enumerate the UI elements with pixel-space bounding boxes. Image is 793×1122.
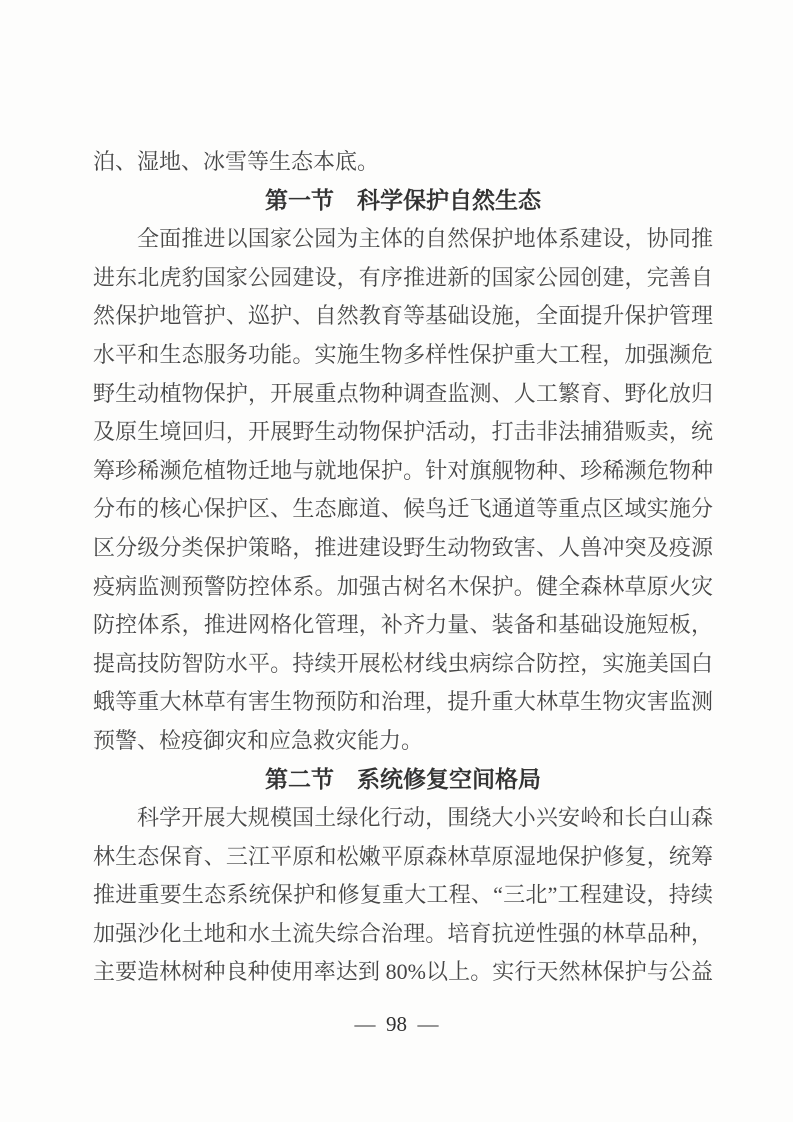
section-1-heading: 第一节 科学保护自然生态: [265, 187, 541, 213]
paragraph-line: 筹珍稀濒危植物迁地与就地保护。针对旗舰物种、珍稀濒危物种: [93, 457, 713, 483]
section-2-heading: 第二节 系统修复空间格局: [265, 766, 541, 792]
paragraph-line: 推进重要生态系统保护和修复重大工程、“三北”工程建设，持续: [93, 882, 713, 908]
continuation-text-line: 泊、湿地、冰雪等生态本底。: [93, 149, 380, 174]
paragraph-line: 加强沙化土地和水土流失综合治理。培育抗逆性强的林草品种，: [93, 920, 713, 946]
paragraph-line: 区分级分类保护策略，推进建设野生动物致害、人兽冲突及疫源: [93, 534, 713, 560]
section-2-paragraph: [93, 799, 713, 992]
paragraph-line: 野生动植物保护，开展重点物种调查监测、人工繁育、野化放归: [93, 380, 713, 406]
paragraph-line: 提高技防智防水平。持续开展松材线虫病综合防控，实施美国白: [93, 650, 713, 676]
paragraph-line: 疫病监测预警防控体系。加强古树名木保护。健全森林草原火灾: [93, 573, 713, 599]
paragraph-line: 全面推进以国家公园为主体的自然保护地体系建设，协同推: [137, 226, 713, 252]
paragraph-line: 林生态保育、三江平原和松嫩平原森林草原湿地保护修复，统筹: [93, 843, 713, 869]
paragraph-line: 预警、检疫御灾和应急救灾能力。: [93, 727, 424, 753]
paragraph-line: 然保护地管护、巡护、自然教育等基础设施，全面提升保护管理: [93, 303, 713, 329]
page-number: — 98 —: [354, 1012, 439, 1036]
paragraph-line: 进东北虎豹国家公园建设，有序推进新的国家公园创建，完善自: [93, 264, 713, 290]
paragraph-line: 防控体系，推进网格化管理，补齐力量、装备和基础设施短板，: [93, 612, 713, 638]
paragraph-line: 分布的核心保护区、生态廊道、候鸟迁飞通道等重点区域实施分: [93, 496, 713, 522]
paragraph-line: 蛾等重大林草有害生物预防和治理，提升重大林草生物灾害监测: [93, 689, 713, 715]
page-content: [93, 143, 713, 992]
section-1-paragraph: [93, 220, 713, 760]
paragraph-line: 水平和生态服务功能。实施生物多样性保护重大工程，加强濒危: [93, 341, 713, 367]
paragraph-line: 科学开展大规模国土绿化行动，围绕大小兴安岭和长白山森: [137, 805, 713, 831]
paragraph-line: 主要造林树种良种使用率达到 80%以上。实行天然林保护与公益: [93, 959, 713, 985]
paragraph-line: 及原生境回归，开展野生动物保护活动，打击非法捕猎贩卖，统: [93, 419, 713, 445]
